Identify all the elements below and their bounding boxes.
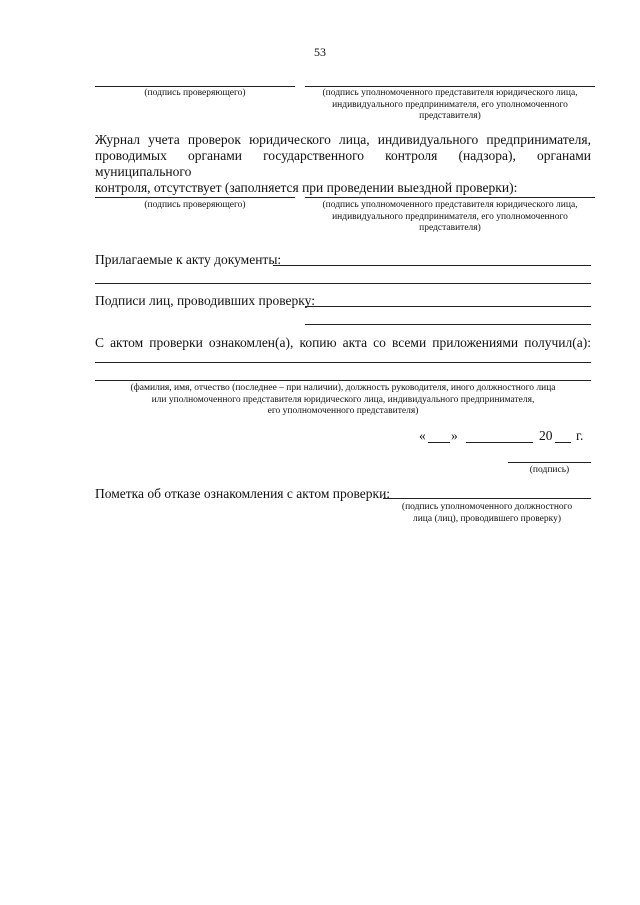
fio-caption: (фамилия, имя, отчество (последнее – при наличии), должность руководителя, иного должностного лица или уполномоченного представителя юридического лица, индивидуального предпринимателя, его уполномоченного представителя) bbox=[130, 383, 556, 416]
date-open-quote: « bbox=[419, 428, 426, 443]
inspector-signature-line bbox=[95, 86, 295, 87]
inspectors-signatures-label: Подписи лиц, проводивших проверку: bbox=[95, 293, 315, 308]
inspector-signature-caption: (подпись проверяющего) bbox=[144, 88, 246, 98]
representative-signature-line-2 bbox=[305, 197, 595, 198]
representative-signature-caption: (подпись уполномоченного представителя юридического лица, индивидуального предпринимателя, его уполномоченного представителя) bbox=[322, 88, 578, 121]
refusal-signature-line[interactable] bbox=[383, 498, 591, 499]
refusal-label: Пометка об отказе ознакомления с актом проверки: bbox=[95, 486, 391, 501]
acquainted-statement: С актом проверки ознакомлен(а), копию акта со всеми приложениями получил(а): bbox=[95, 335, 591, 350]
representative-signature-caption-2: (подпись уполномоченного представителя юридического лица, индивидуального предпринимателя, его уполномоченного представителя) bbox=[322, 200, 578, 233]
attached-documents-label: Прилагаемые к акту документы: bbox=[95, 252, 282, 267]
attached-documents-line-2[interactable] bbox=[95, 283, 591, 284]
page-number: 53 bbox=[314, 45, 326, 59]
refusal-caption: (подпись уполномоченного должностного лица (лиц), проводившего проверку) bbox=[401, 502, 573, 524]
journal-paragraph: Журнал учета проверок юридического лица, индивидуального предпринимателя, проводимых органами государственного контроля (надзора), органами муниципального контроля, отсутствует (заполняется при проведении выездной проверки): bbox=[95, 132, 591, 195]
acquainted-line[interactable] bbox=[95, 362, 591, 363]
fio-line[interactable] bbox=[95, 380, 591, 381]
inspectors-signatures-line-2[interactable] bbox=[305, 324, 591, 325]
inspector-signature-caption-2: (подпись проверяющего) bbox=[144, 200, 246, 210]
date-year-suffix: г. bbox=[576, 428, 584, 443]
inspectors-signatures-line[interactable] bbox=[305, 306, 591, 307]
date-year-prefix: 20 bbox=[539, 428, 553, 443]
date-close-quote: » bbox=[451, 428, 458, 443]
representative-signature-line bbox=[305, 86, 595, 87]
signature-line[interactable] bbox=[508, 462, 591, 463]
attached-documents-line[interactable] bbox=[273, 265, 591, 266]
date-month-field[interactable] bbox=[466, 442, 533, 443]
date-day-field[interactable] bbox=[428, 442, 450, 443]
inspector-signature-line-2 bbox=[95, 197, 295, 198]
signature-caption: (подпись) bbox=[529, 465, 570, 475]
date-year-field[interactable] bbox=[555, 442, 571, 443]
